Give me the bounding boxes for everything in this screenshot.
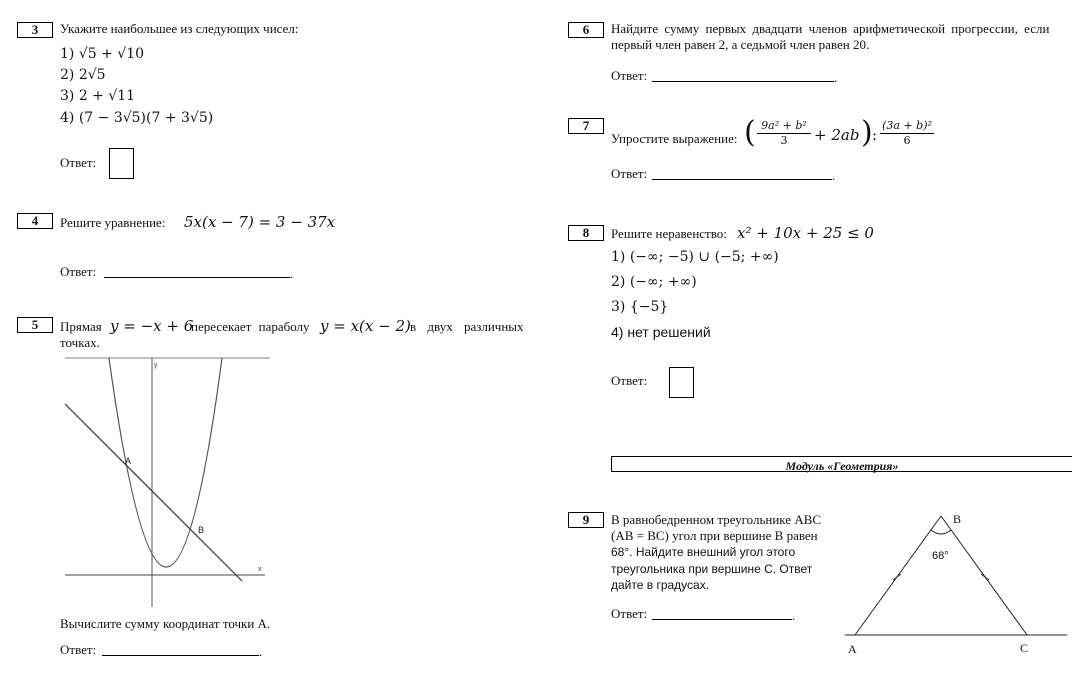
q9-line-2: (AB = BC) угол при вершине B равен xyxy=(611,528,818,543)
q7-frac1-denominator: 3 xyxy=(780,134,788,147)
point-a-label: A xyxy=(125,456,132,466)
angle-label: 68° xyxy=(932,550,949,562)
q9-answer-line[interactable] xyxy=(652,619,792,620)
q4-text: Решите уравнение: xyxy=(60,215,166,230)
q8-option-1: 1) (−∞; −5) ∪ (−5; +∞) xyxy=(611,249,779,265)
q9-line-5: дайте в градусах. xyxy=(611,578,710,592)
tick-bc xyxy=(981,574,989,580)
q5-answer-dot: . xyxy=(259,644,263,659)
q8-answer-label: Ответ: xyxy=(611,373,648,388)
q3-option-2: 2) 2√5 xyxy=(60,67,106,83)
q7-frac2-denominator: 6 xyxy=(903,134,911,147)
q9-line-3: 68°. Найдите внешний угол этого xyxy=(611,545,796,559)
q5-graph xyxy=(60,352,275,612)
q7-plus-term: + 2ab xyxy=(814,126,860,144)
module-header xyxy=(611,456,1072,472)
q5-answer-line[interactable] xyxy=(102,655,259,656)
module-title: Модуль «Геометрия» xyxy=(785,459,899,473)
q5-text-suffix: в двух различных xyxy=(410,319,524,334)
question-number-8: 8 xyxy=(568,225,604,241)
q3-option-4: 4) (7 − 3√5)(7 + 3√5) xyxy=(60,110,214,126)
q5-eq-parabola: y = x(x − 2) xyxy=(320,317,411,335)
q8-text: Решите неравенство: xyxy=(611,226,727,241)
question-number-5: 5 xyxy=(17,317,53,333)
q4-equation: 5x(x − 7) = 3 − 37x xyxy=(184,213,336,231)
q7-fraction-1 xyxy=(755,119,813,148)
angle-arc xyxy=(931,530,951,534)
q8-option-3: 3) {−5} xyxy=(611,299,669,315)
q7-fraction-2 xyxy=(878,119,936,148)
q5-text-line2: точках. xyxy=(60,335,100,350)
q4-answer-label: Ответ: xyxy=(60,264,97,279)
q9-line-1: В равнобедренном треугольнике ABC xyxy=(611,512,822,527)
q3-option-1: 1) √5 + √10 xyxy=(60,46,145,62)
q6-answer-line[interactable] xyxy=(652,81,834,82)
q5-text-mid: пересекает параболу xyxy=(191,319,310,334)
q8-option-2: 2) (−∞; +∞) xyxy=(611,274,697,290)
vertex-c-label: C xyxy=(1020,641,1029,655)
q3-answer-box[interactable] xyxy=(109,148,134,179)
q7-frac2-numerator: (3a + b)² xyxy=(882,119,932,132)
q9-line-4: треугольника при вершине C. Ответ xyxy=(611,562,813,576)
q5-task: Вычислите сумму координат точки А. xyxy=(60,616,271,631)
q3-option-3: 3) 2 + √11 xyxy=(60,88,136,104)
q6-answer-dot: . xyxy=(834,70,838,85)
q7-expression xyxy=(744,116,944,156)
q7-right-paren: ) xyxy=(861,115,873,150)
tick-ab xyxy=(893,574,901,580)
q3-answer-label: Ответ: xyxy=(60,155,97,170)
vertex-b-label: B xyxy=(953,512,962,526)
q3-text: Укажите наибольшее из следующих чисел: xyxy=(60,21,299,36)
side-ab xyxy=(855,516,941,635)
q8-inequality: x² + 10x + 25 ≤ 0 xyxy=(737,224,874,242)
q8-answer-box[interactable] xyxy=(669,367,694,398)
q7-answer-dot: . xyxy=(832,168,836,183)
vertex-a-label: A xyxy=(848,642,857,656)
q7-text: Упростите выражение: xyxy=(611,131,738,146)
question-number-7: 7 xyxy=(568,118,604,134)
q6-text-line2: первый член равен 2, а седьмой член равен 20. xyxy=(611,37,870,52)
q4-answer-line[interactable] xyxy=(104,277,290,278)
question-number-9: 9 xyxy=(568,512,604,528)
y-axis-label: y xyxy=(154,362,158,369)
q8-option-4: 4) нет решений xyxy=(611,324,711,340)
q7-divide: : xyxy=(872,126,878,144)
q6-text-line1: Найдите сумму первых двадцати членов арифметической прогрессии, если xyxy=(611,21,1050,36)
x-axis-label: x xyxy=(258,566,262,573)
question-number-3: 3 xyxy=(17,22,53,38)
question-number-6: 6 xyxy=(568,22,604,38)
q7-answer-label: Ответ: xyxy=(611,166,648,181)
q6-answer-label: Ответ: xyxy=(611,68,648,83)
straight-line xyxy=(65,404,242,581)
q5-eq-line: y = −x + 6 xyxy=(110,317,194,335)
q5-answer-label: Ответ: xyxy=(60,642,97,657)
q7-answer-line[interactable] xyxy=(652,179,832,180)
q7-left-paren: ( xyxy=(744,115,756,150)
q4-answer-dot: . xyxy=(290,266,294,281)
question-number-4: 4 xyxy=(17,213,53,229)
q9-triangle-figure xyxy=(835,505,1070,665)
q5-text-prefix: Прямая xyxy=(60,319,102,334)
q7-frac1-numerator: 9a² + b² xyxy=(761,119,807,132)
side-bc xyxy=(941,516,1027,635)
q9-answer-dot: . xyxy=(792,608,796,623)
q9-answer-label: Ответ: xyxy=(611,606,648,621)
point-b-label: B xyxy=(198,525,205,535)
